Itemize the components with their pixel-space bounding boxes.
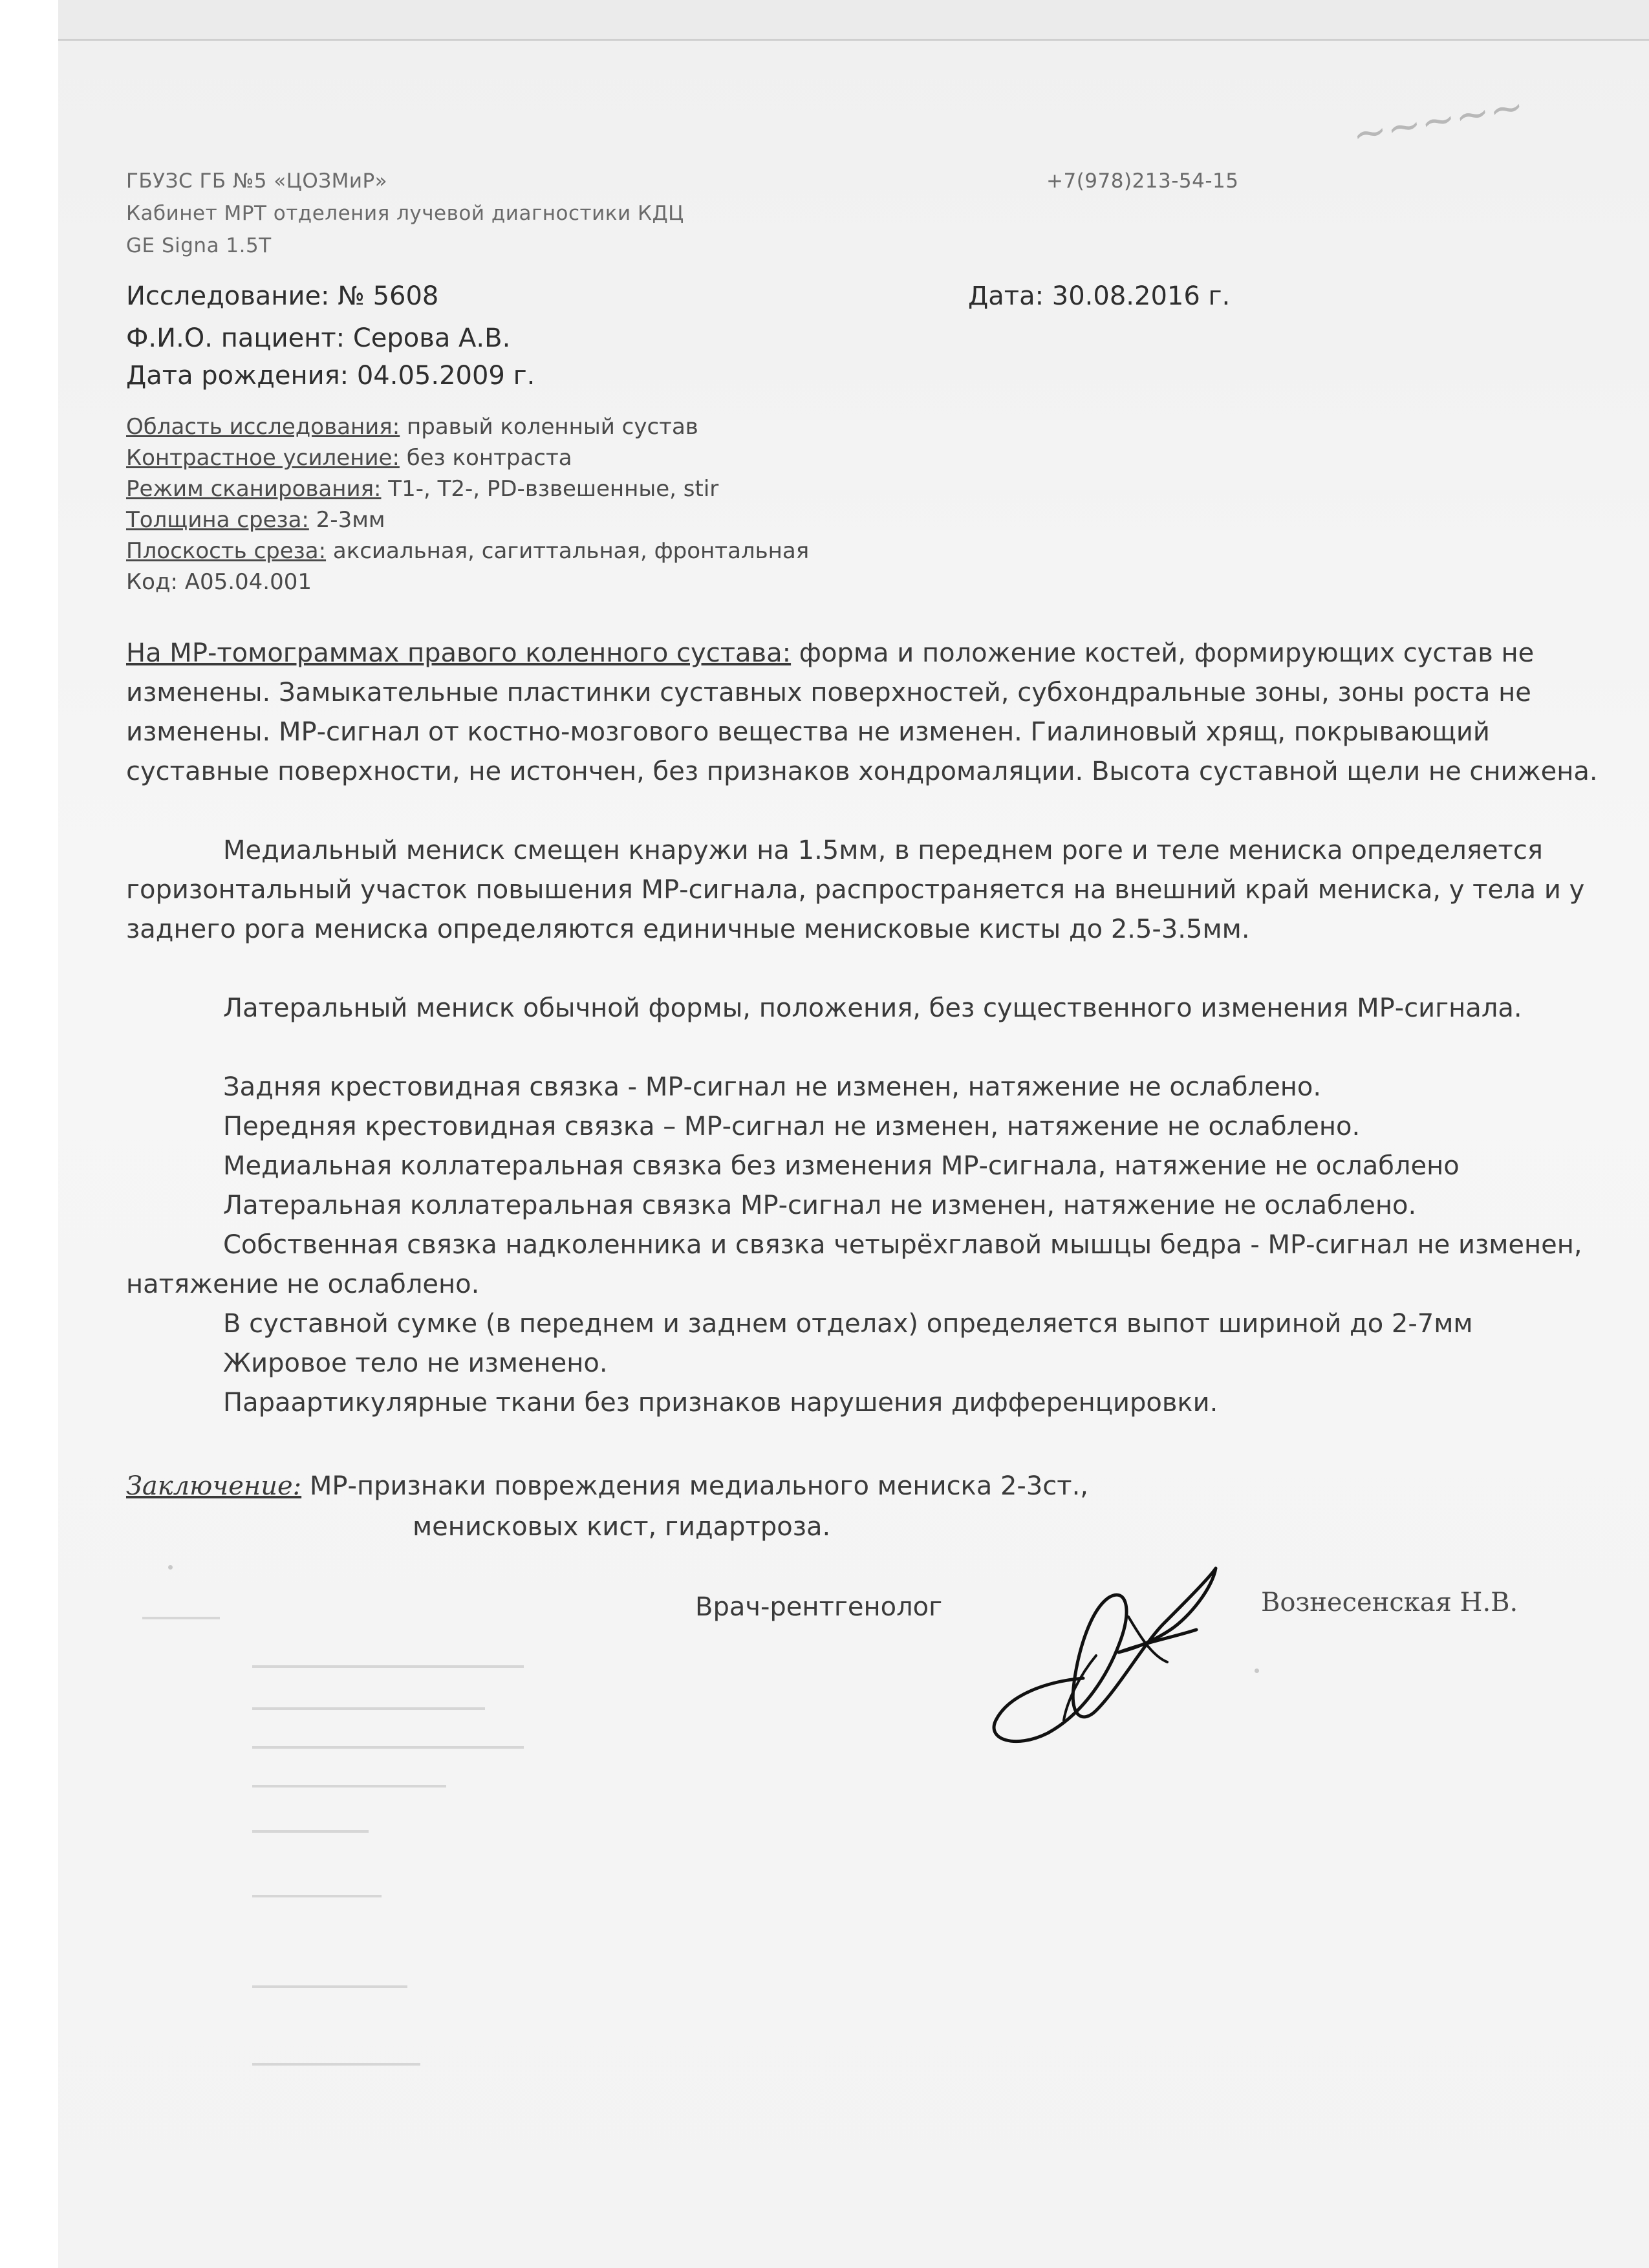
findings-paragraph-4: Задняя крестовидная связка - МР-сигнал не изменен, натяжение не ослаблено. — [223, 1072, 1322, 1102]
bleed-through-mark — [252, 1830, 369, 1833]
patient-name — [126, 323, 510, 353]
study-date — [968, 281, 1230, 311]
bleed-through-mark — [252, 1785, 446, 1787]
findings-intro: На МР-томограммах правого коленного сустава: — [126, 638, 792, 668]
param-contrast-label: Контрастное усиление: — [126, 445, 400, 471]
conclusion-line-2: менисковых кист, гидартроза. — [413, 1512, 831, 1542]
param-mode-label: Режим сканирования: — [126, 476, 382, 502]
param-code — [126, 569, 312, 595]
bleed-through-mark — [252, 1985, 407, 1988]
param-thickness-value: 2-3мм — [308, 507, 385, 533]
handwritten-note-faint: ~~~~~ — [1348, 82, 1528, 160]
patient-label: Ф.И.О. пациент: — [126, 323, 345, 353]
param-area — [126, 414, 698, 440]
scan-top-edge — [58, 0, 1649, 41]
study-date-value: 30.08.2016 г. — [1051, 281, 1231, 311]
findings-paragraph-10: Жировое тело не изменено. — [223, 1348, 608, 1378]
param-contrast-value: без контраста — [399, 445, 572, 471]
findings-paragraph-1 — [126, 634, 1607, 792]
org-line-1: ГБУЗС ГБ №5 «ЦОЗМиР» — [126, 169, 388, 193]
param-plane — [126, 538, 809, 564]
birth-value: 04.05.2009 г. — [356, 361, 535, 391]
conclusion-line-1: МР-признаки повреждения медиального мениска 2-3ст., — [309, 1471, 1088, 1501]
param-mode — [126, 476, 718, 502]
scan-margin — [0, 0, 58, 2268]
param-contrast — [126, 445, 572, 471]
bleed-through-mark — [252, 1895, 382, 1897]
bleed-through-mark — [142, 1617, 220, 1619]
conclusion — [126, 1471, 1088, 1501]
study-date-label: Дата: — [968, 281, 1044, 311]
birth-label: Дата рождения: — [126, 361, 349, 391]
findings-paragraph-6: Медиальная коллатеральная связка без изменения МР-сигнала, натяжение не ослаблено — [223, 1151, 1460, 1181]
findings-paragraph-5: Передняя крестовидная связка – МР-сигнал не изменен, натяжение не ослаблено. — [223, 1112, 1361, 1141]
findings-paragraph-11: Параартикулярные ткани без признаков нарушения дифференцировки. — [223, 1388, 1218, 1418]
bleed-through-dot — [168, 1565, 173, 1570]
findings-paragraph-3: Латеральный мениск обычной формы, положения, без существенного изменения МР-сигнала. — [223, 993, 1522, 1023]
param-thickness — [126, 507, 385, 533]
doctor-role: Врач-рентгенолог — [695, 1592, 943, 1622]
study-number-value: № 5608 — [338, 281, 439, 311]
param-plane-label: Плоскость среза: — [126, 538, 327, 564]
bleed-through-mark — [252, 1665, 524, 1668]
doctor-name: Вознесенская Н.В. — [1261, 1588, 1518, 1617]
param-code-value: A05.04.001 — [177, 569, 312, 595]
findings-paragraph-9: В суставной сумке (в переднем и заднем отделах) определяется выпот шириной до 2-7мм — [223, 1309, 1473, 1339]
param-mode-value: T1-, T2-, PD-взвешенные, stir — [381, 476, 719, 502]
findings-p1-text: форма и положение костей, формирующих сустав не изменены. Замыкательные пластинки суставных поверхностей, субхондральные зоны, зоны роста не изменены. МР-сигнал от костно-мозгового вещества не изменен. Гиалиновый хрящ, покрывающий суставные поверхности, не истончен, без признаков хондромаляции. Высота суставной щели не снижена. — [126, 638, 1598, 786]
param-code-label: Код: — [126, 569, 178, 595]
bleed-through-dot — [1255, 1669, 1259, 1673]
findings-paragraph-2: Медиальный мениск смещен кнаружи на 1.5мм, в переднем роге и теле мениска определяется горизонтальный участок повышения МР-сигнала, распространяется на внешний край мениска, у тела и у заднего рога мениска определяются единичные менисковые кисты до 2.5-3.5мм. — [126, 836, 1585, 944]
handwritten-signature — [970, 1526, 1242, 1759]
bleed-through-mark — [252, 1746, 524, 1749]
param-thickness-label: Толщина среза: — [126, 507, 309, 533]
findings-paragraph-8: Собственная связка надколенника и связка четырёхглавой мышцы бедра - МР-сигнал не изменен, натяжение не ослаблено. — [126, 1230, 1582, 1299]
param-area-label: Область исследования: — [126, 414, 400, 440]
study-number-label: Исследование: — [126, 281, 330, 311]
org-line-2: Кабинет МРТ отделения лучевой диагностики КДЦ — [126, 202, 684, 225]
bleed-through-mark — [252, 2063, 420, 2066]
patient-value: Серова А.В. — [352, 323, 511, 353]
conclusion-label: Заключение: — [126, 1471, 302, 1501]
birth-date — [126, 361, 535, 391]
org-line-3: GE Signa 1.5T — [126, 234, 272, 257]
param-area-value: правый коленный сустав — [400, 414, 698, 440]
param-plane-value: аксиальная, сагиттальная, фронтальная — [326, 538, 810, 564]
bleed-through-mark — [252, 1707, 485, 1710]
study-number — [126, 281, 438, 311]
findings-paragraph-7: Латеральная коллатеральная связка МР-сигнал не изменен, натяжение не ослаблено. — [223, 1191, 1417, 1220]
phone-number: +7(978)213-54-15 — [1046, 169, 1239, 193]
